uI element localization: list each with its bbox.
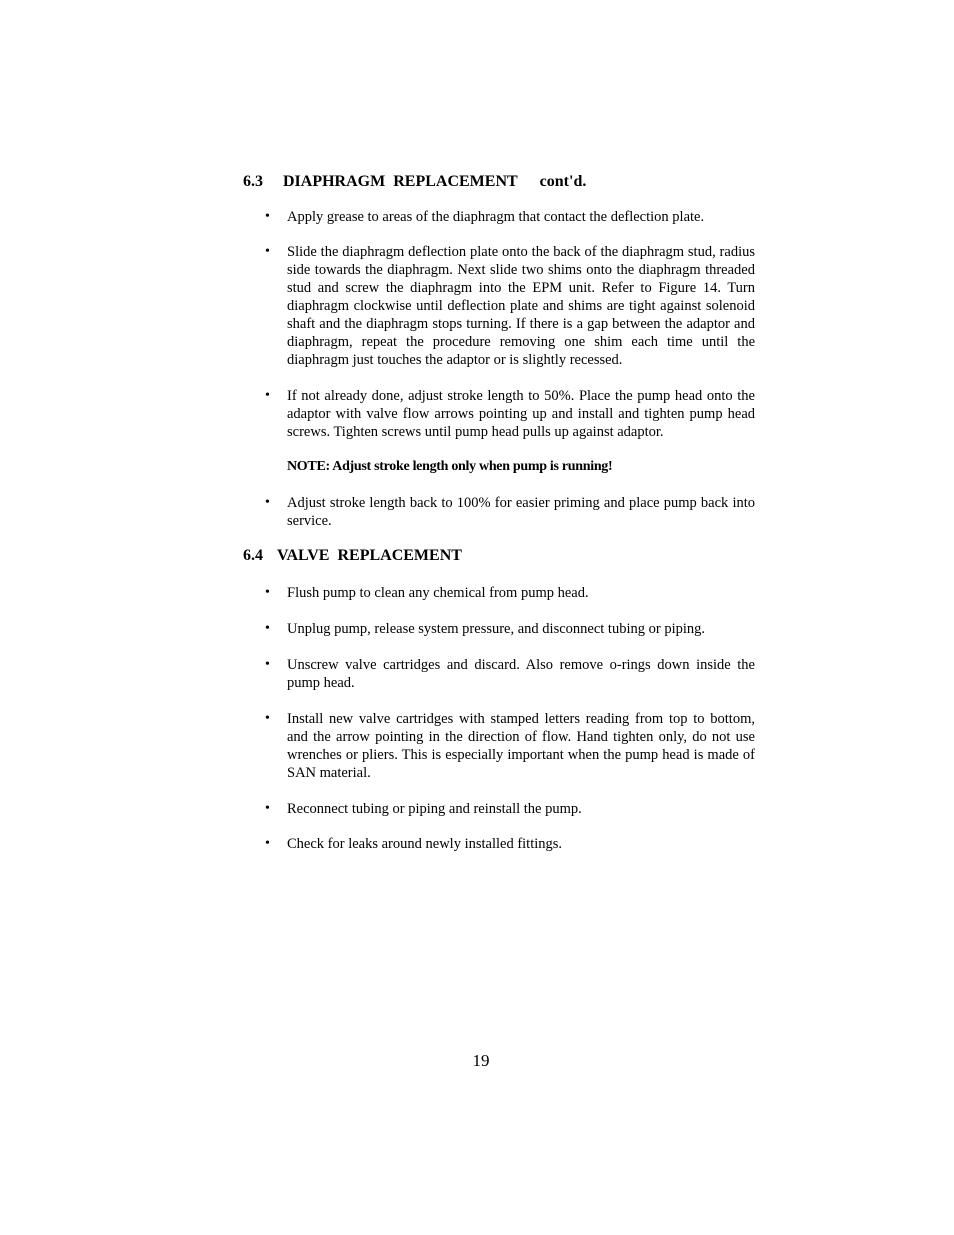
list-item-text: Slide the diaphragm deflection plate onto the back of the diaphragm stud, radius side towards the diaphragm. Next slide two shims onto the diaphragm threaded stud and screw the diaphragm into the EPM unit. Refer to Figure 14. Turn diaphragm clockwise until deflection plate and shims are tight against solenoid shaft and the diaphragm stops turning. If there is a gap between the adaptor and diaphragm, repeat the procedure removing one shim each time until the diaphragm just touches the adaptor or is slightly recessed.: [287, 244, 755, 368]
bullet-icon: •: [265, 209, 270, 224]
list-item: [243, 656, 755, 692]
bullet-icon: •: [265, 495, 270, 510]
list-item-text: Check for leaks around newly installed fittings.: [287, 836, 563, 852]
bullet-icon: •: [265, 585, 270, 600]
list-item: [243, 243, 755, 369]
list-item: [243, 620, 755, 638]
list-item-text: Unscrew valve cartridges and discard. Also remove o-rings down inside the pump head.: [287, 657, 755, 691]
bullet-list-6-3-continued: [243, 494, 755, 530]
list-item-text: Adjust stroke length back to 100% for easier priming and place pump back into service.: [287, 495, 755, 529]
bullet-icon: •: [265, 621, 270, 636]
bullet-icon: •: [265, 657, 270, 672]
list-item: [243, 584, 755, 602]
page-number: 19: [472, 1051, 490, 1070]
bullet-icon: •: [265, 836, 270, 851]
bullet-list-6-3: [243, 208, 755, 441]
section-title: DIAPHRAGM REPLACEMENT: [283, 173, 518, 190]
page-content: [243, 170, 755, 853]
bullet-icon: •: [265, 388, 270, 403]
list-item-text: Unplug pump, release system pressure, and disconnect tubing or piping.: [287, 621, 706, 637]
section-heading-6-3: [243, 172, 755, 192]
list-item-text: Apply grease to areas of the diaphragm that contact the deflection plate.: [287, 209, 705, 225]
list-item: [243, 800, 755, 818]
list-item: [243, 710, 755, 782]
bullet-icon: •: [265, 711, 270, 726]
list-item-text: If not already done, adjust stroke length to 50%. Place the pump head onto the adaptor with valve flow arrows pointing up and install and tighten pump head screws. Tighten screws until pump head pulls up against adaptor.: [287, 388, 755, 440]
list-item: [243, 835, 755, 853]
list-item: [243, 494, 755, 530]
list-item: [243, 387, 755, 441]
list-item-text: Install new valve cartridges with stamped letters reading from top to bottom, and the arrow pointing in the direction of flow. Hand tighten only, do not use wrenches or pliers. This is especially important when the pump head is made of SAN material.: [287, 711, 755, 781]
section-number: 6.3: [243, 173, 263, 190]
note-text: NOTE: Adjust stroke length only when pump is running!: [287, 459, 613, 474]
list-item: [243, 208, 755, 226]
section-number: 6.4: [243, 547, 263, 564]
list-item-text: Flush pump to clean any chemical from pump head.: [287, 585, 589, 601]
section-contd: cont'd.: [539, 173, 587, 190]
bullet-icon: •: [265, 801, 270, 816]
list-item-text: Reconnect tubing or piping and reinstall the pump.: [287, 801, 582, 817]
bullet-list-6-4: [243, 584, 755, 853]
section-heading-6-4: [243, 546, 755, 566]
section-title: VALVE REPLACEMENT: [277, 547, 462, 564]
bullet-icon: •: [265, 244, 270, 259]
